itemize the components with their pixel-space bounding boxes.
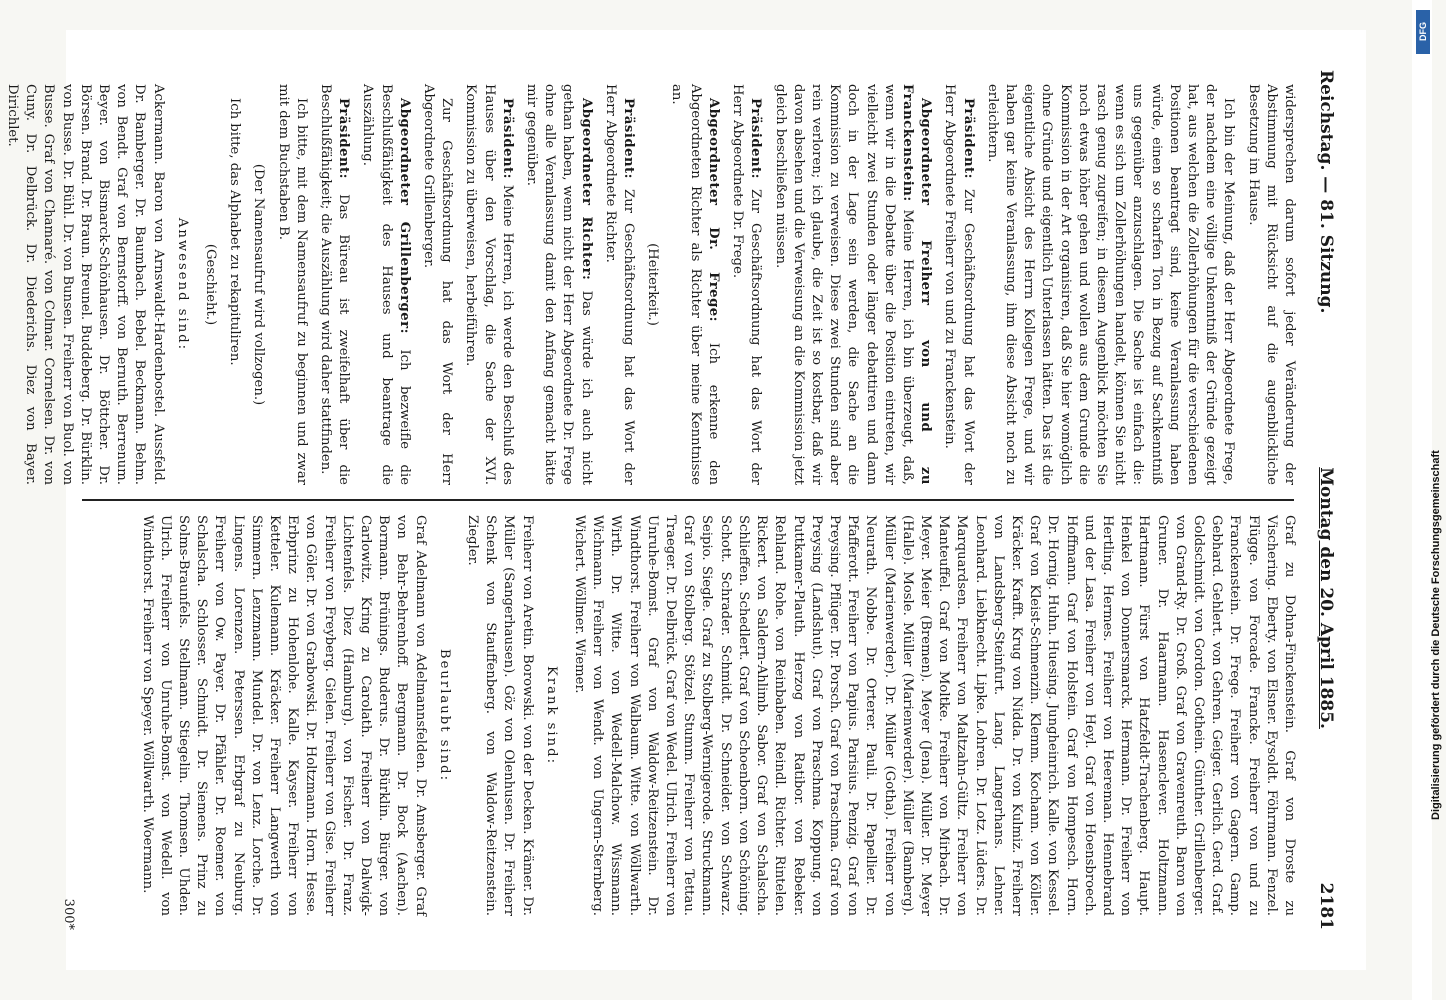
- speaker-name: Präsident:: [499, 98, 515, 180]
- section-heading: Beurlaubt sind:: [436, 648, 452, 783]
- body-paragraph: Ich bitte, mit dem Namensaufruf zu beginnen und zwar mit dem Buchstaben B.: [275, 84, 309, 485]
- speaker-name: Präsident:: [960, 98, 976, 180]
- body-paragraph: Zur Geschäftsordnung hat das Wort der Herr Abgeordnete Grillenberger.: [421, 84, 455, 485]
- speech-paragraph: [770, 84, 934, 485]
- speech-text: Das Büreau ist zweifelhaft über die Beschlußfähigkeit; die Auszählung wird daher stattfinden.: [318, 84, 352, 485]
- body-paragraph: widersprechen darum sofort jeder Veränderung der Abstimmung mit Rücksicht auf die augenblickliche Besetzung im Hause.: [1245, 84, 1297, 485]
- body-paragraph: Graf Adelmann von Adelmannsfelden. Dr. Amsberger. Graf von Behr-Behrenhoff. Bergmann. Dr. Bock (Aachen). Bormann. Brünings. Buderus. Dr. Bürklin. Bürger. von Carlowitz. Kring zu Carolath. Freiherr von Dalwigk-Lichtenfels. Diez (Hamburg). von Fischer. Dr. Franz. Freiherr von Freyberg. Gielen. Freiherr von Gise. Freiherr von Göler. Dr. von Grabowski. Dr. Holtzmann. Horn. Hesse. Erbprinz zu Hohenlohe. Kalle. Kayser. Freiherr von Ketteler. Kulemann. Kräcker. Freiherr Langwerth von Simmern. Lenzmann. Mundel. Dr. von Lenz. Lorche. Dr. Lingens. Lorenzen. Peterssen. Erbgraf zu Neuburg. Freiherr von Ow. Payer. Dr. Pfähler. Dr. Roemer. von Schalscha. Schlosser. Schmidt. Dr. Siemens. Prinz zu Solms-Braunfels. Stellmann. Stiegelin. Thomsen. Uhden. Ulrich. Freiherr von Unruhe-Bomst. von Wedell. von Windthorst. Freiherr von Speyer. Wöllwarth. Woermann.: [139, 515, 428, 916]
- speech-text: Zur Geschäftsordnung hat das Wort der Herr Abgeordnete Richter.: [602, 84, 637, 485]
- speech-text: Das würde ich auch nicht gethan haben, wenn nicht der Herr Abgeordnete Dr. Frege ohne alle Veranlassung damit den Anfang gemacht hätte mir gegenüber.: [524, 84, 594, 485]
- right-column: [78, 501, 1298, 930]
- speech-paragraph: [522, 84, 595, 485]
- speech-paragraph: [601, 84, 637, 485]
- speaker-name: Abgeordneter Richter:: [578, 98, 594, 281]
- speech-text: Meine Herren, ich bin überzeugt, daß, wenn wir in die Debatte über die Position eintreten, wir vielleicht zwei Stunden oder länger debattiren und dann doch in der Lage sein werden, die Sache an die Kommission zu verweisen. Diese zwei Stunden sind aber rein verloren; ich glaube, die Zeit ist so kostbar, daß wir davon absehen und die Verweisung an die Kommission jetzt gleich beschließen müssen.: [772, 84, 915, 485]
- body-paragraph: Ackermann. Baron von Arnswaldt-Hardenbostel. Aussfeld. Dr. Bamberger. Dr. Baumbach. Bebel. Beckmann. Behm. von Bendt. Graf von Bernstorff. von Bernuth. Berrenum. Beyer. von Bismarck-Schönhausen. Dr. Böttcher. Dr. Börsen. Brand. Dr. Braun. Breunel. Buddeberg. Dr. Bürklin. von Busse. Dr. Bühl. Dr. von Bunsen. Freiherr von Buol. von Busse. Graf von Chamaré. von Colmar. Cornelsen. Dr. von Cuny. Dr. Delbrück. Dr. Diederichs. Diez von Bayer. Dirichlet.: [5, 84, 166, 485]
- body-paragraph: Ich bin der Meinung, daß der Herr Abgeordnete Frege, der nachdem eine völlige Unkenntniß der Gründe gezeigt hat, aus welchen die Zollerhöhungen für die verschiedenen Positionen beantragt sind, keine Veranlassung haben würde, einen so scharfen Ton in Bezug auf Sachkenntniß uns gegenüber anzuschlagen. Die Sache ist einfach die: wenn es sich um Zollerhöhungen handelt, können Sie nicht rasch genug zugreifen; in diesem Augenblick möchten Sie noch etwas höher gehen und wollen aus dem Grunde die Kommission in der Art organisiren, daß Sie hier womöglich ohne Gründe und eigentlich Unterlassen hätten. Das ist die eigentliche Absicht des Herrn Kollegen Frege, und wir haben gar keine Veranlassung, ihm diese Absicht noch zu erleichtern.: [984, 84, 1237, 485]
- speaker-name: Abgeordneter Grillenberger:: [396, 98, 412, 334]
- signature-mark: 300*: [61, 898, 76, 930]
- dfg-banner-text: Digitalisierung gefördert durch die Deutsche Forschungsgemeinschaft: [1430, 450, 1442, 820]
- speaker-name: Abgeordneter Freiherr von und zu Franckenstein:: [899, 84, 934, 485]
- dfg-banner: [1412, 0, 1442, 1000]
- speaker-name: Präsident:: [748, 98, 764, 180]
- speech-text: Meine Herren, ich werde den Beschluß des Hauses über den Vorschlag, die Sache der XVI. Kommission zu überweisen, herbeiführen.: [463, 84, 515, 486]
- body-paragraph: Freiherr von Aretin. Borowski. von der Decken. Krämer. Dr. Müller (Sangerhausen). Göz von Olenhusen. Dr. Freiherr Schenk von Stauffenberg. von Waldow-Reitzenstein. Ziegler.: [465, 515, 535, 916]
- speaker-name: Abgeordneter Dr. Frege:: [705, 98, 721, 323]
- body-paragraph: Graf zu Dohna-Finckenstein. Graf von Droste zu Vischering. Eberty. von Elsner. Eysoldt. Föhrmann. Fenzel. Flügge. von Forcade. Francke. Freiherr von und zu Franckenstein. Dr. Frege. Freiherr von Gagern. Gamp. Gebhard. Gehlert. von Gehren. Geiger. Gerlich. Gerd. Graf. Goldschmidt. von Gordon. Gothein. Günther. Grillenberger. von Grand-Ry. Dr. Groß. Graf von Gravenreuth. Baron von Gruner. Dr. Haarmann. Hasenclever. Holtzmann. Hartmann. Fürst von Hatzfeldt-Trachenberg. Haupt. Henkel von Donnersmarck. Hermann. Dr. Freiherr von Hertling. Hermes. Freiherr von Heereman. Hennebrand und der Lasa. Freiherr von Heyl. Graf von Hoensbroech. Hoffmann. Graf von Holstein. Graf von Hompesch. Horn. Dr. Hornig. Huhn. Huesing. Jungheinrich. Kalle. von Kessel. Graf von Kleist-Schmenzin. Klemm. Kochann. von Köller. Kräcker. Krafft. Krug von Nidda. Dr. von Kulmiz. Freiherr von Landsberg-Steinfurt. Lang. Langerhans. Lehner. Leonhard. Liebknecht. Lipke. Lohren. Dr. Lotz. Lüders. Dr. Marquardsen. Freiherr von Maltzahn-Gültz. Freiherr von Manteuffel. Graf von Moltke. Freiherr von Mirbach. Dr. Meyer. Meier (Bremen). Meyer (Jena). Müller. Dr. Meyer (Halle). Mosle. Müller (Marienwerder). Müller (Bamberg). Müller (Marienwerder). Dr. Müller (Gotha). Freiherr von Neurath. Nobbe. Dr. Orterer. Pauli. Dr. Papellier. Dr. Pfafferott. Freiherr von Papius. Parisius. Penzig. Graf von Preysing. Pflüger. Dr. Porsch. Graf von Praschma. Graf von Preysing (Landshut). Graf von Praschma. Koppung. von Puttkamer-Plauth. Herzog von Ratibor. von Rebeker. Rehland. Rohe. von Reinbaben. Reindl. Richter. Rintelen. Rickert. von Saldern-Ahlimb. Sabor. Graf von Schalscha. Schlieffen. Schedlert. Graf von Schoenborn. von Schöning. Schott. Schrader. Schmidt. Dr. Schneider. von Schwarz. Seipio. Siegle. Graf zu Stolberg-Wernigerode. Struckmann. Graf von Stolberg. Stötzel. Stumm. Freiherr von Tettau. Traeger. Dr. Delbrück. Graf von Wedel. Ulrich. Freiherr von Unruhe-Bomst. Graf von Waldow-Reitzenstein. Dr. Windthorst. Freiherr von Walbaum. Witte. von Wöllwarth. Wirth. Dr. Witte. von Wedell-Malchow. Wissmann. Wichmann. Freiherr von Wendt. von Ungern-Sternberg. Wichert. Wöllmer. Wiemer.: [572, 515, 1297, 916]
- speech-paragraph: [667, 84, 722, 485]
- stage-direction: (Geschieht.): [203, 243, 219, 326]
- header-page-number: 2181: [1316, 882, 1336, 930]
- speech-text: Zur Geschäftsordnung hat das Wort der Herr Abgeordnete Freiherr von und zu Franckenstein.: [942, 84, 976, 485]
- speaker-name: Präsident:: [621, 98, 637, 180]
- speech-paragraph: [461, 84, 516, 485]
- page-header: [1306, 70, 1336, 930]
- speech-paragraph: [358, 84, 413, 485]
- speech-paragraph: [316, 84, 352, 485]
- section-heading: Anwesend sind:: [174, 217, 190, 352]
- header-date: Montag den 20. April 1885.: [1316, 467, 1336, 729]
- section-heading: Krank sind:: [543, 665, 559, 766]
- stage-direction: (Der Namensaufruf wird vollzogen.): [251, 163, 267, 406]
- speech-text: Ich bezweifle die Beschlußfähigkeit des Hauses und beantrage die Auszählung.: [360, 84, 412, 486]
- speaker-name: Präsident:: [336, 98, 352, 180]
- dfg-logo: DFG: [1416, 10, 1430, 54]
- left-column: [5, 70, 1298, 499]
- speech-text: Zur Geschäftsordnung hat das Wort der Herr Abgeordnete Dr. Frege.: [730, 84, 764, 485]
- speech-text: Ich erkenne den Abgeordneten Richter als Richter über meine Kenntnisse an.: [669, 84, 721, 485]
- speech-paragraph: [728, 84, 764, 485]
- stage-direction: (Heiterkeit.): [645, 243, 661, 326]
- scanned-page: [5, 30, 1366, 970]
- body-paragraph: Ich bitte, das Alphabet zu rekapituliren.: [227, 98, 243, 366]
- header-session: Reichstag. — 81. Sitzung.: [1316, 70, 1336, 314]
- speech-paragraph: [940, 84, 976, 485]
